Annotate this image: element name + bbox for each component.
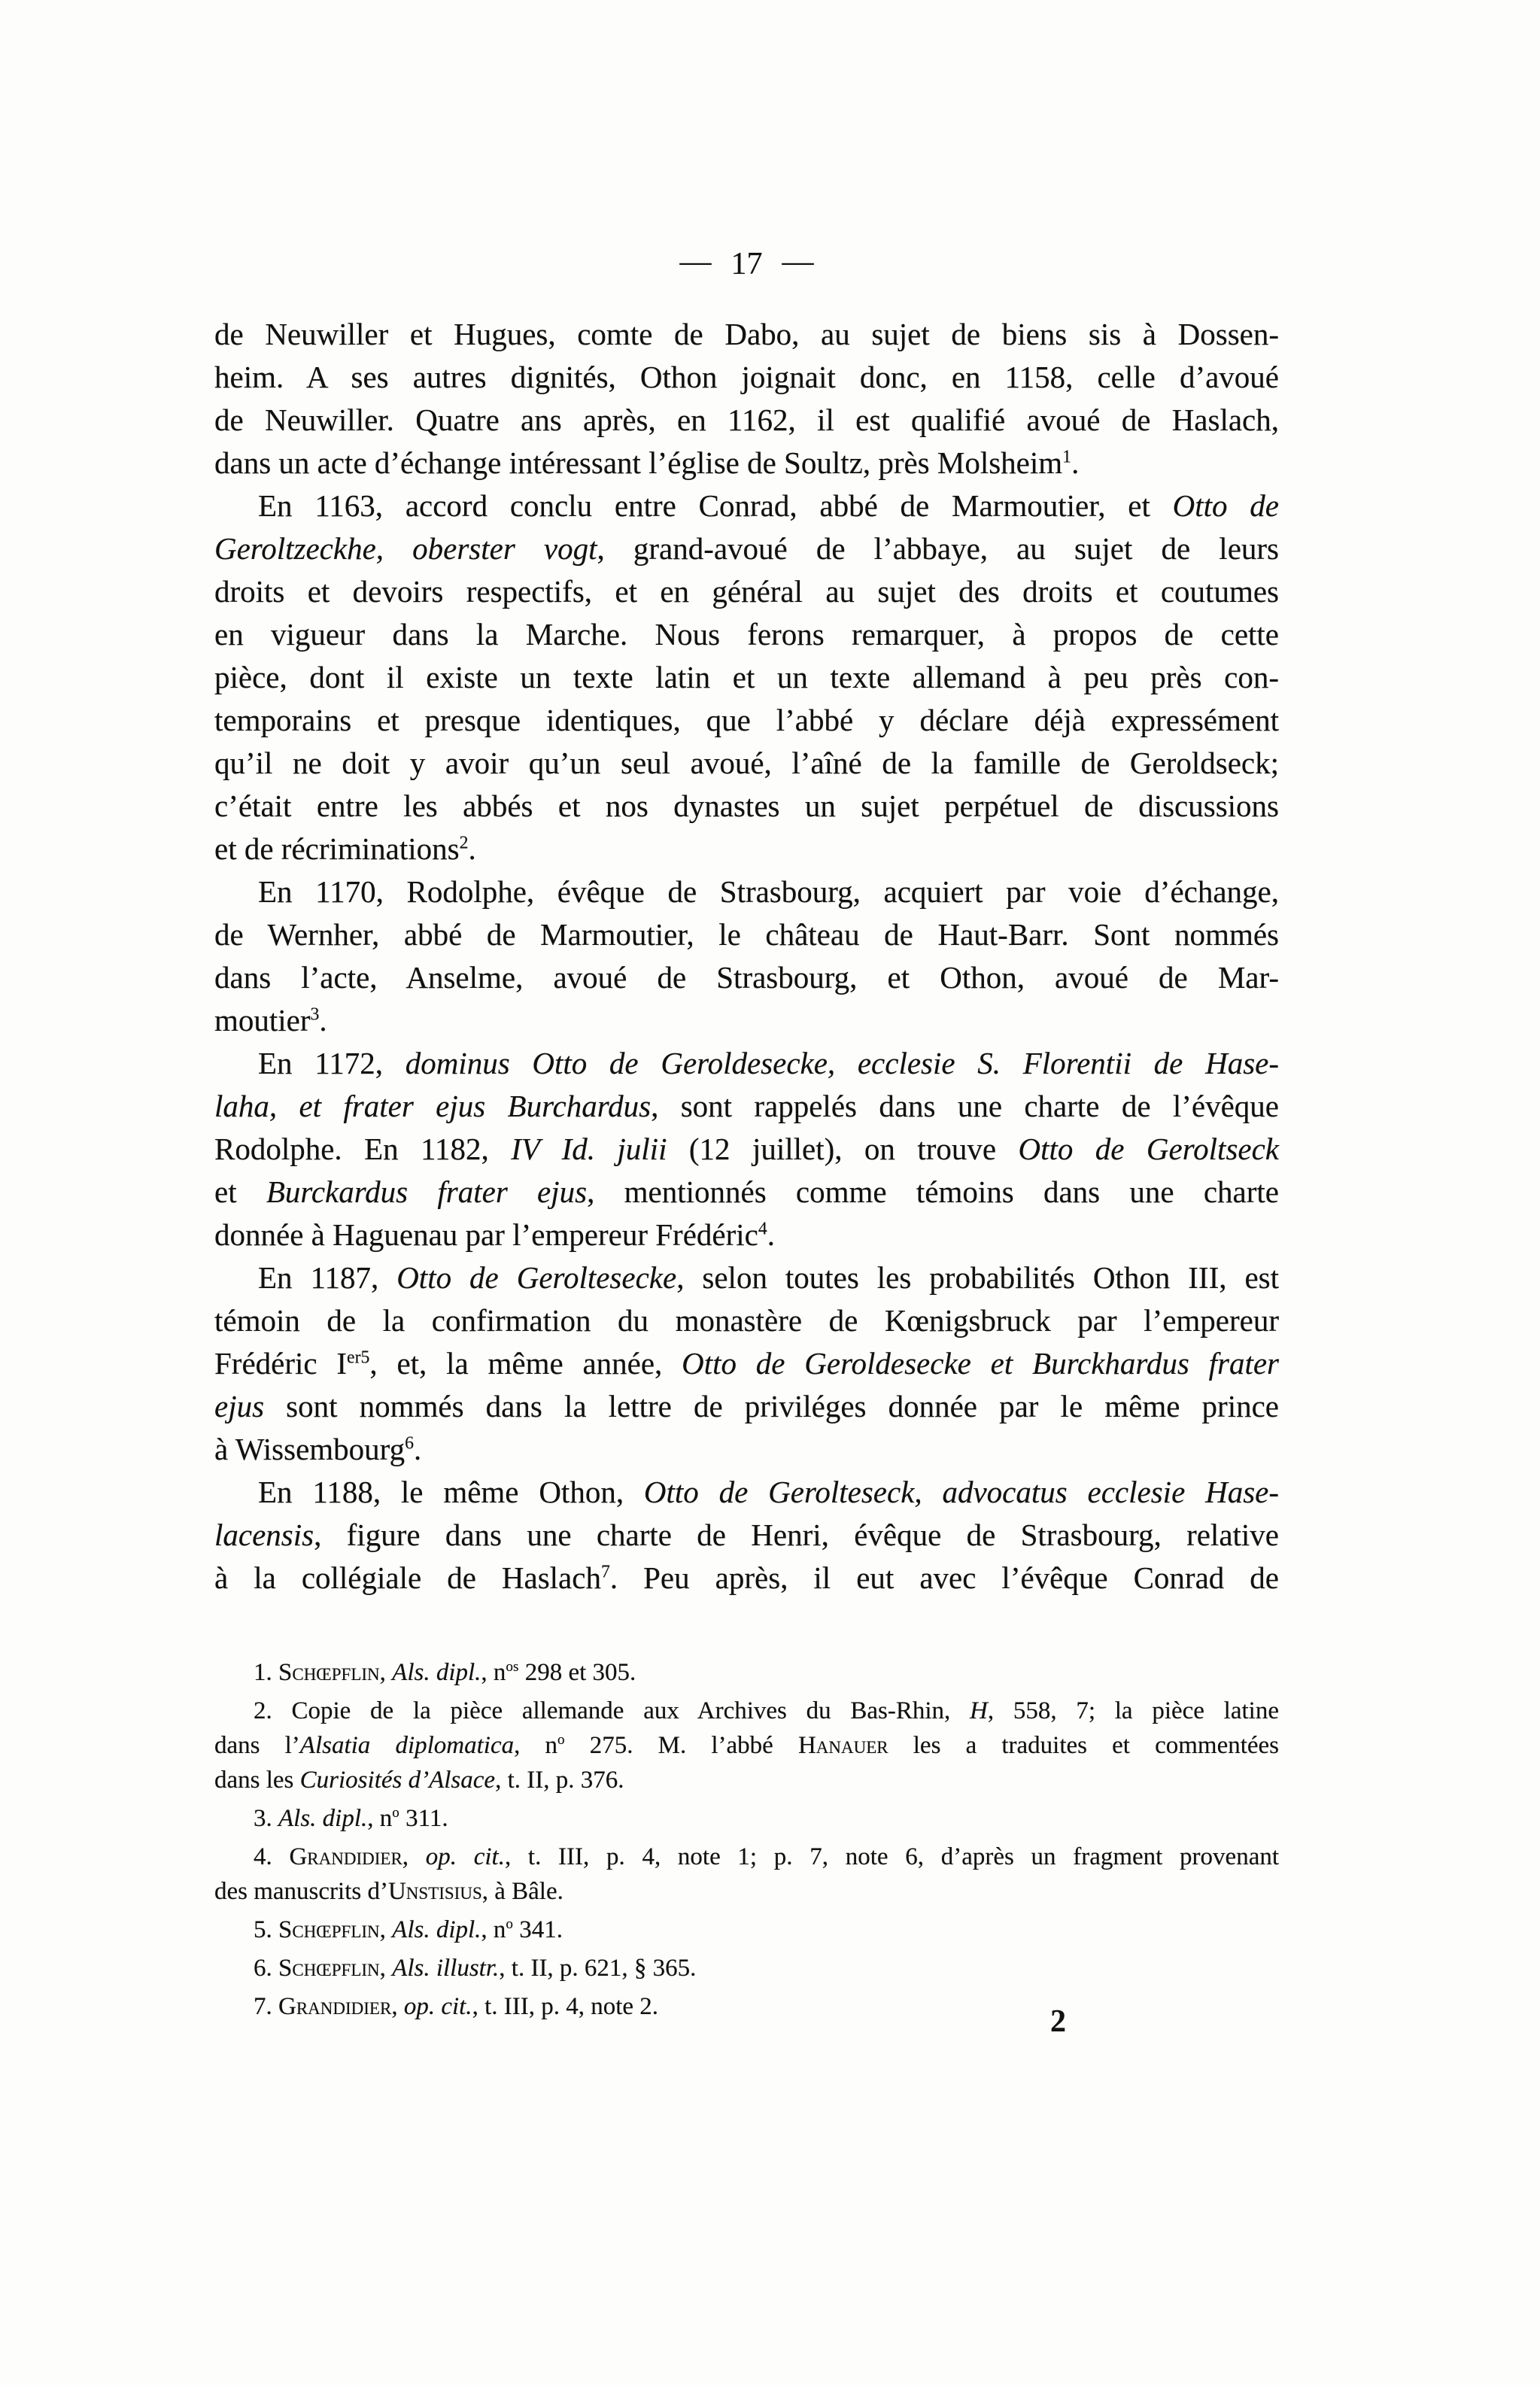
text-line	[214, 399, 1279, 442]
text-run: Als. illustr.	[392, 1955, 500, 1982]
text-run: donnée à Haguenau par l’empereur Frédéric	[214, 1217, 758, 1252]
text-run: En 1170, Rodolphe, évêque de Strasbourg, acquiert par voie d’échange,	[258, 874, 1279, 909]
text-run: En 1188, le même Othon,	[258, 1475, 644, 1509]
text-line	[214, 442, 1279, 485]
text-run: Hanauer	[797, 1732, 888, 1759]
text-line	[214, 1428, 1279, 1471]
text-run: Alsatia diplomatica	[299, 1732, 515, 1759]
text-run: .	[767, 1217, 775, 1252]
text-run: Schœpflin	[278, 1916, 380, 1943]
text-run: sont nommés dans la lettre de priviléges donnée par le même prince	[264, 1389, 1279, 1423]
text-run: Rodolphe. En 1182,	[214, 1132, 512, 1166]
footnote-ref: 3	[310, 1004, 320, 1025]
text-line	[214, 1694, 1279, 1728]
text-run: lacensis	[214, 1518, 314, 1552]
text-run: 1.	[254, 1659, 278, 1686]
paragraph	[214, 1042, 1279, 1256]
text-line	[214, 913, 1279, 956]
text-run: op. cit.	[425, 1843, 505, 1870]
text-line	[214, 356, 1279, 399]
footnotes-block	[214, 1655, 1279, 2028]
text-line	[214, 699, 1279, 742]
text-run: . Peu après, il eut avec l’évêque Conrad de	[609, 1560, 1279, 1595]
text-run: , et, la même année,	[369, 1346, 682, 1381]
text-line	[214, 1085, 1279, 1128]
text-line	[214, 1299, 1279, 1342]
text-run: , t. III, p. 4, note 2.	[472, 1993, 659, 2020]
text-run: (12 juillet), on trouve	[667, 1132, 1019, 1166]
text-line	[214, 828, 1279, 870]
text-run: de Neuwiller. Quatre ans après, en 1162, il est qualifié avoué de Haslach,	[214, 403, 1279, 437]
text-run: , mentionnés comme témoins dans une charte	[587, 1174, 1279, 1209]
text-line	[214, 613, 1279, 656]
text-run: 5.	[254, 1916, 278, 1943]
text-line	[214, 485, 1279, 527]
text-run: IV Id. julii	[511, 1132, 667, 1166]
footnote-ref: o	[506, 1916, 513, 1932]
paragraph	[214, 1471, 1279, 1600]
text-line	[214, 1128, 1279, 1171]
page-number: 17	[731, 247, 763, 281]
text-line	[214, 999, 1279, 1042]
text-run: ,	[379, 1955, 393, 1982]
text-run: dans les	[214, 1767, 300, 1794]
text-run: , n	[514, 1732, 558, 1759]
text-run: Als. dipl.	[392, 1916, 481, 1943]
text-line	[214, 1655, 1279, 1690]
text-run: , n	[367, 1805, 393, 1832]
footnote-item	[214, 1913, 1279, 1947]
text-run: de Wernher, abbé de Marmoutier, le château de Haut-Barr. Sont nommés	[214, 917, 1279, 952]
footnote-item	[214, 1989, 1279, 2024]
text-line	[214, 742, 1279, 785]
text-run: dans un acte d’échange intéressant l’église de Soultz, près Molsheim	[214, 445, 1063, 480]
text-run: , n	[481, 1659, 506, 1686]
text-line	[214, 1801, 1279, 1836]
paragraph	[214, 313, 1279, 485]
text-line	[214, 1385, 1279, 1428]
text-run: Burckardus frater ejus	[266, 1174, 588, 1209]
footnote-ref: 2	[459, 833, 469, 853]
text-line	[214, 1514, 1279, 1557]
text-run: témoin de la confirmation du monastère de Kœnigsbruck par l’empereur	[214, 1303, 1279, 1338]
text-line	[214, 1342, 1279, 1385]
text-run: dans l’	[214, 1732, 300, 1759]
text-run: moutier	[214, 1003, 311, 1038]
text-run: ,	[402, 1843, 426, 1870]
text-run: , sont rappelés dans une charte de l’évêque	[651, 1089, 1280, 1123]
text-run: .	[1071, 445, 1080, 480]
text-run: 298 et 305.	[518, 1659, 636, 1686]
text-line	[214, 1728, 1279, 1763]
text-run: .	[468, 831, 476, 866]
text-run: Otto de	[1172, 488, 1279, 523]
text-run: Otto de Gerolteseck, advocatus ecclesie Hase-	[643, 1475, 1280, 1509]
text-run: Unstisius	[387, 1878, 482, 1905]
text-run: des manuscrits d’	[214, 1878, 388, 1905]
text-line	[214, 656, 1279, 699]
text-run: 7.	[254, 1993, 278, 2020]
text-run: .	[319, 1003, 327, 1038]
text-run: , figure dans une charte de Henri, évêque de Strasbourg, relative	[314, 1518, 1279, 1552]
text-run: Grandidier	[278, 1993, 392, 2020]
text-run: ,	[379, 1916, 393, 1943]
text-run: op. cit.	[403, 1993, 472, 2020]
text-run: 6.	[254, 1955, 278, 1982]
header-right-dash: —	[782, 245, 814, 279]
body-text	[214, 313, 1279, 1600]
text-run: 275. M. l’abbé	[564, 1732, 798, 1759]
text-run: , t. II, p. 621, § 365.	[499, 1955, 697, 1982]
footnote-ref: 5	[360, 1347, 370, 1368]
text-run: , selon toutes les probabilités Othon III, est	[676, 1260, 1279, 1295]
text-run: , t. II, p. 376.	[495, 1767, 624, 1794]
text-run: 4.	[254, 1843, 290, 1870]
paragraph	[214, 485, 1279, 870]
text-run: Otto de Geroldesecke et Burckhardus frater	[682, 1346, 1279, 1381]
text-line	[214, 1763, 1279, 1797]
text-run: En 1163, accord conclu entre Conrad, abbé de Marmoutier, et	[258, 488, 1173, 523]
text-run: Otto de Geroltesecke	[396, 1260, 677, 1295]
text-run: c’était entre les abbés et nos dynastes un sujet perpétuel de discussions	[214, 788, 1279, 823]
footnote-ref: os	[506, 1659, 519, 1675]
header-left-dash: —	[679, 245, 712, 279]
text-line	[214, 1557, 1279, 1600]
text-line	[214, 313, 1279, 356]
text-line	[214, 1042, 1279, 1085]
text-line	[214, 1171, 1279, 1214]
page-header	[214, 245, 1279, 283]
text-run: Curiosités d’Alsace	[299, 1767, 496, 1794]
text-line	[214, 1471, 1279, 1514]
text-line	[214, 1214, 1279, 1256]
text-run: , grand-avoué de l’abbaye, au sujet de leurs	[597, 531, 1280, 566]
text-run: , t. III, p. 4, note 1; p. 7, note 6, d’après un fragment provenant	[504, 1843, 1280, 1870]
text-run: laha, et frater ejus Burchardus	[214, 1089, 652, 1123]
text-run: 3.	[254, 1805, 278, 1832]
text-run: temporains et presque identiques, que l’abbé y déclare déjà expressément	[214, 703, 1279, 737]
text-run: ejus	[214, 1389, 265, 1423]
text-run: Schœpflin	[278, 1659, 380, 1686]
text-run: les a traduites et commentées	[888, 1732, 1280, 1759]
text-line	[214, 785, 1279, 828]
text-line	[214, 956, 1279, 999]
text-run: qu’il ne doit y avoir qu’un seul avoué, l’aîné de la famille de Geroldseck;	[214, 746, 1279, 780]
text-line	[214, 1874, 1279, 1909]
footnote-item	[214, 1655, 1279, 1690]
text-run: Geroltzeckhe, oberster vogt	[214, 531, 597, 566]
text-run: heim. A ses autres dignités, Othon joignait donc, en 1158, celle d’avoué	[214, 360, 1279, 394]
text-run: à Wissembourg	[214, 1432, 406, 1466]
text-run: de Neuwiller et Hugues, comte de Dabo, au sujet de biens sis à Dossen-	[214, 317, 1279, 351]
paragraph	[214, 870, 1279, 1042]
text-run: dominus Otto de Geroldesecke, ecclesie S. Florentii de Hase-	[405, 1046, 1280, 1080]
footnote-item	[214, 1840, 1279, 1909]
text-run: , à Bâle.	[481, 1878, 563, 1905]
text-run: En 1172,	[258, 1046, 406, 1080]
text-line	[214, 1951, 1279, 1985]
paragraph	[214, 1256, 1279, 1471]
text-run: Grandidier	[289, 1843, 402, 1870]
text-run: Otto de Geroltseck	[1018, 1132, 1279, 1166]
footnote-item	[214, 1951, 1279, 1985]
footnote-item	[214, 1694, 1279, 1797]
text-run: , 558, 7; la pièce latine	[987, 1697, 1279, 1724]
text-run: à la collégiale de Haslach	[214, 1560, 601, 1595]
text-run: et de récriminations	[214, 831, 460, 866]
text-line	[214, 527, 1279, 570]
text-run: , n	[481, 1916, 506, 1943]
text-run: ,	[391, 1993, 404, 2020]
footnote-ref: er	[347, 1347, 361, 1368]
footnote-ref: 4	[758, 1219, 767, 1239]
footnote-ref: 7	[600, 1562, 610, 1582]
text-run: droits et devoirs respectifs, et en général au sujet des droits et coutumes	[214, 574, 1279, 609]
text-run: Als. dipl.	[278, 1805, 368, 1832]
text-run: en vigueur dans la Marche. Nous ferons remarquer, à propos de cette	[214, 617, 1279, 652]
footnote-item	[214, 1801, 1279, 1836]
text-run: 341.	[512, 1916, 563, 1943]
text-line	[214, 870, 1279, 913]
text-run: .	[413, 1432, 422, 1466]
text-line	[214, 1913, 1279, 1947]
footnote-ref: 1	[1062, 447, 1072, 467]
signature-mark: 2	[1050, 2004, 1066, 2039]
text-run: et	[214, 1174, 266, 1209]
text-run: pièce, dont il existe un texte latin et un texte allemand à peu près con-	[214, 660, 1279, 694]
text-run: 2. Copie de la pièce allemande aux Archives du Bas-Rhin,	[254, 1697, 970, 1724]
text-run: Als. dipl.	[392, 1659, 481, 1686]
text-run: Schœpflin	[278, 1955, 380, 1982]
text-line	[214, 1840, 1279, 1874]
footnote-ref: o	[557, 1732, 565, 1748]
text-run: 311.	[399, 1805, 448, 1832]
footnote-ref: 6	[405, 1433, 414, 1454]
footnote-ref: o	[392, 1805, 399, 1821]
text-run: ,	[379, 1659, 393, 1686]
text-run: En 1187,	[258, 1260, 397, 1295]
text-line	[214, 570, 1279, 613]
text-run: Frédéric I	[214, 1346, 348, 1381]
text-line	[214, 1256, 1279, 1299]
text-run: H	[970, 1697, 988, 1724]
text-run: dans l’acte, Anselme, avoué de Strasbourg, et Othon, avoué de Mar-	[214, 960, 1279, 995]
text-line	[214, 1989, 1279, 2024]
